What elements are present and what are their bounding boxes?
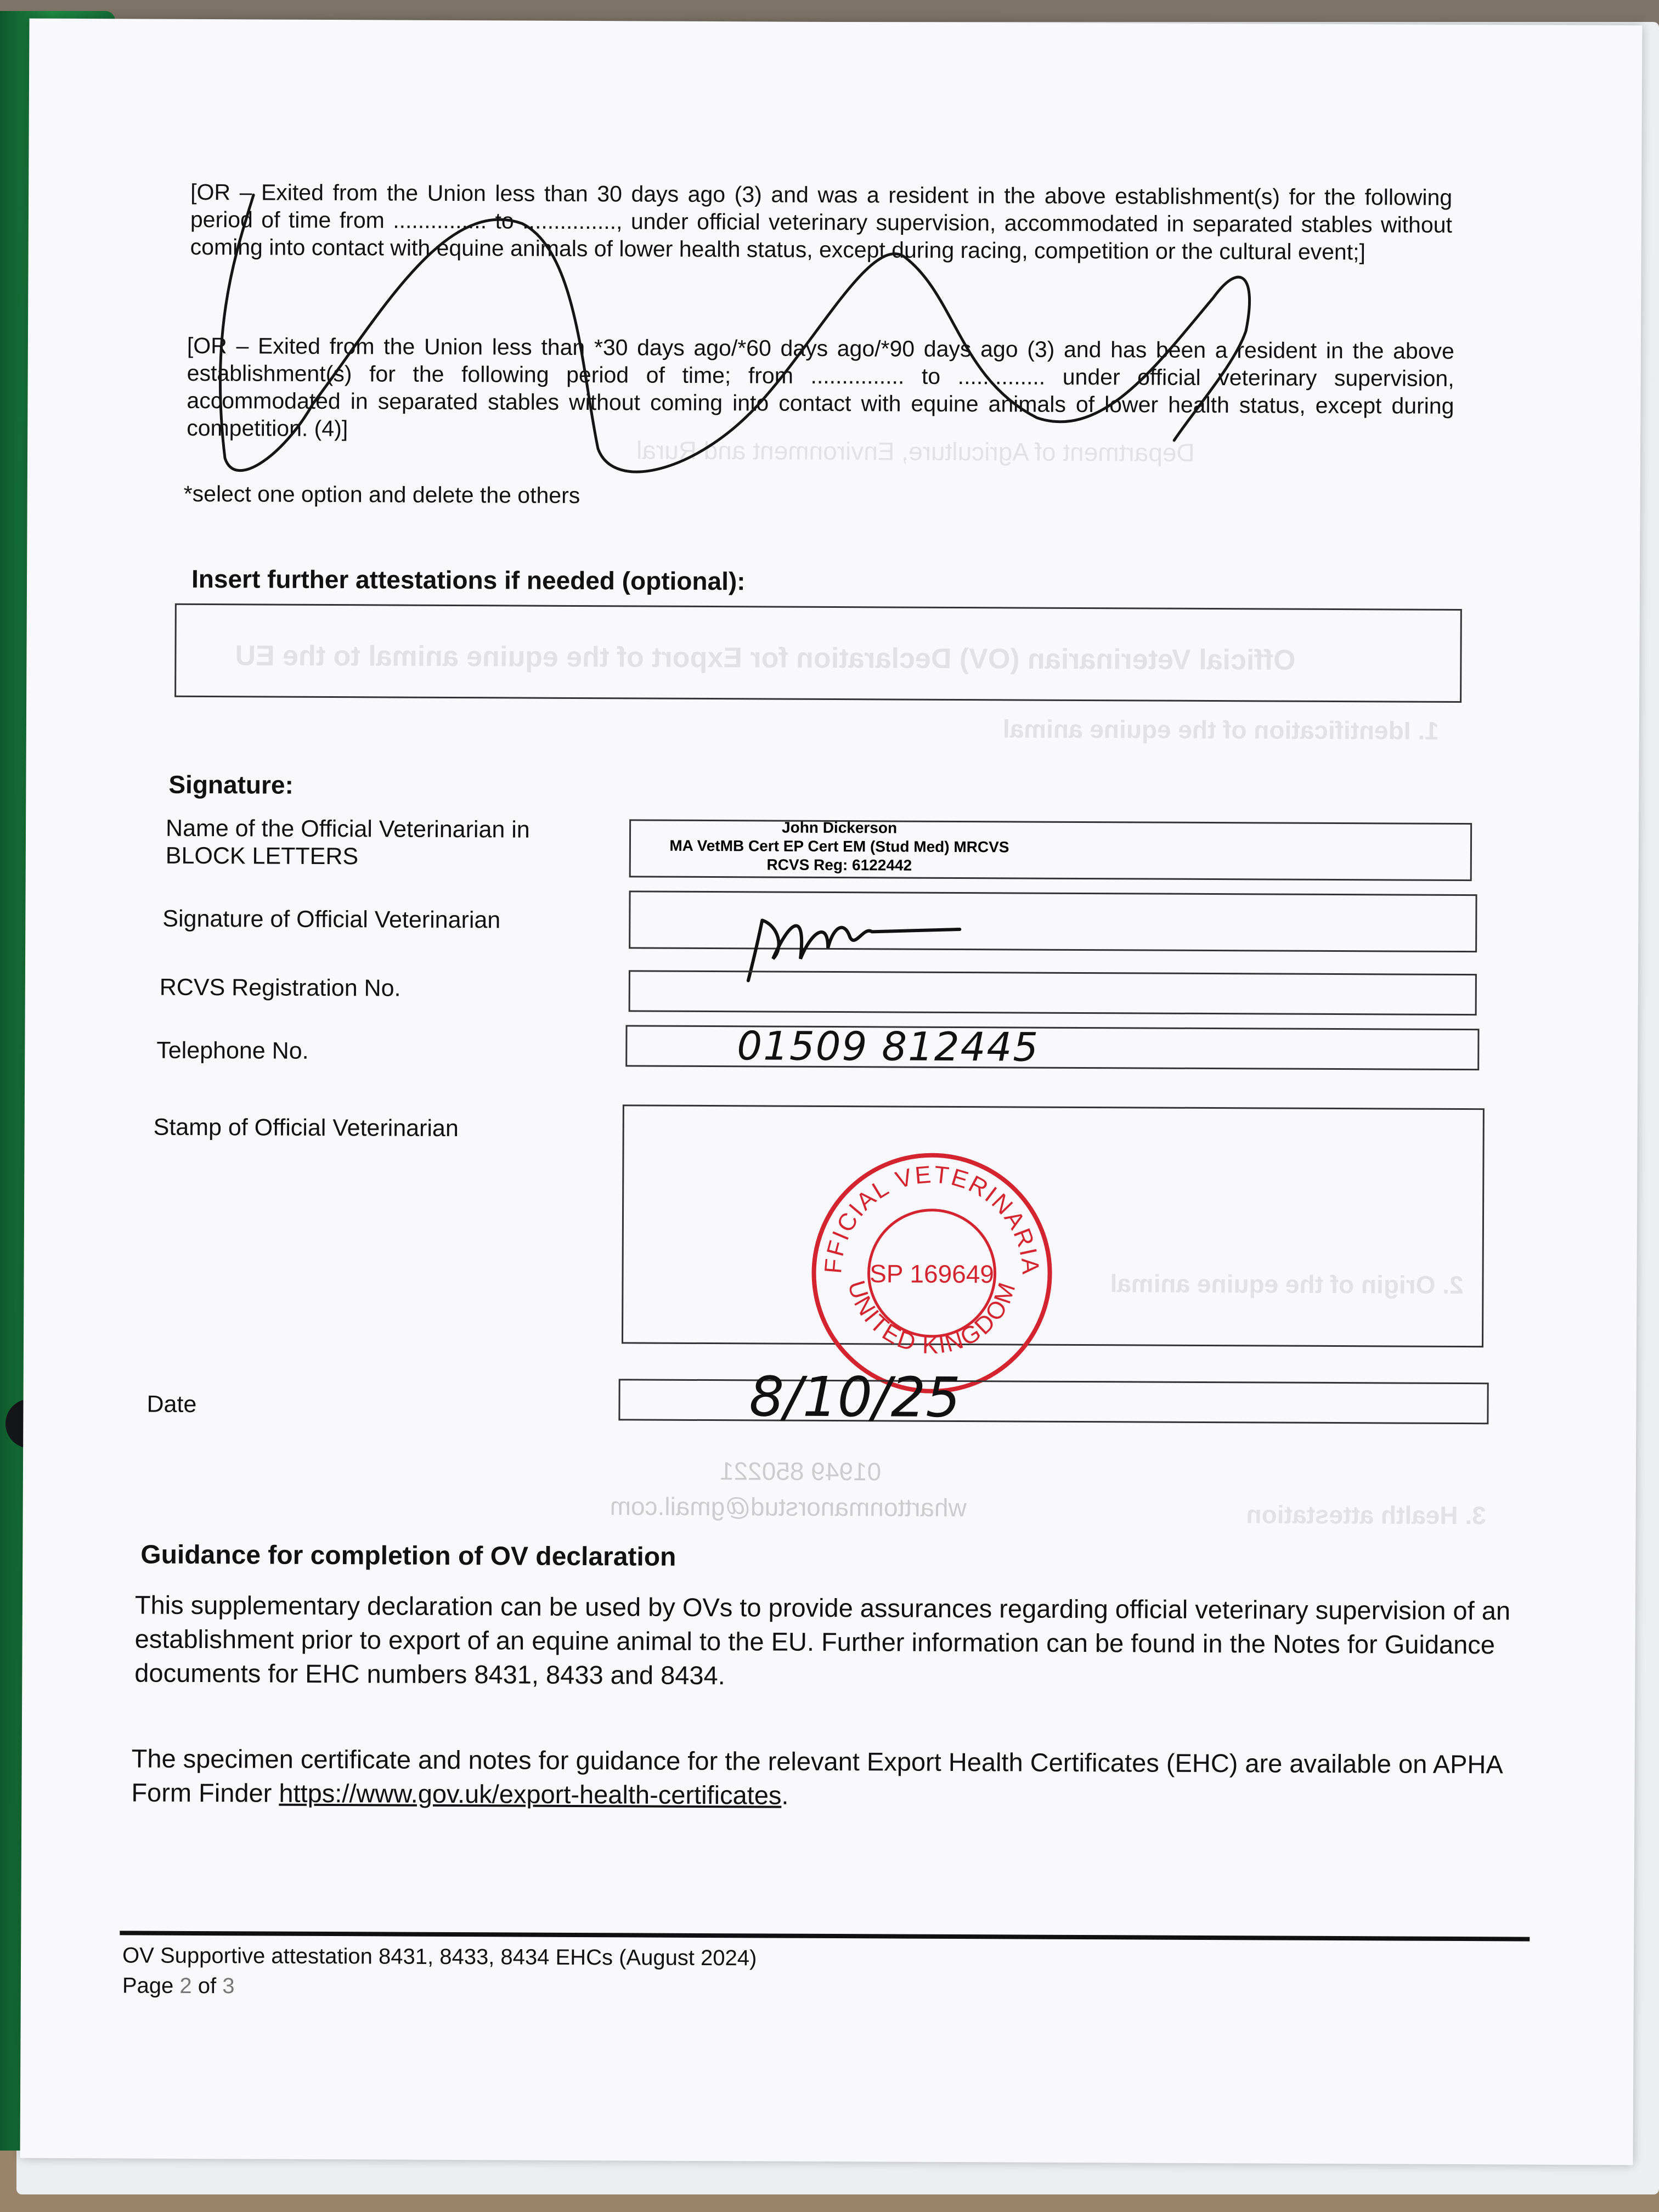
- signature-field[interactable]: [629, 890, 1477, 952]
- stamp-top-text: OFFICIAL VETERINARIAN: [820, 1161, 1045, 1277]
- stamp-bottom-text: UNITED KINGDOM: [842, 1277, 1022, 1359]
- or-30-days-paragraph: [OR – Exited from the Union less than 30 days ago (3) and was a resident in the above establishment(s) for the following period of time from ............... to ..............., under official veterinary supervision, accommodated in separated stables without coming into contact with equine animals of lower health status, except during racing, competition or the cultural event;]: [190, 179, 1453, 265]
- page-mid: of: [191, 1973, 223, 1999]
- footer-rule: [120, 1931, 1530, 1941]
- phone-handwritten: 01509 812445: [737, 1023, 1040, 1070]
- further-attestations-heading: Insert further attestations if needed (optional):: [191, 564, 746, 596]
- name-label: Name of the Official Veterinarian in BLOCK LETTERS: [165, 815, 530, 870]
- phone-label: Telephone No.: [156, 1037, 309, 1064]
- bleed-text: wharttonmanorstud@gmail.com: [610, 1492, 967, 1522]
- bleed-text: Official Veterinarian (OV) Declaration for Export of the equine animal to the EU: [235, 640, 1296, 676]
- date-field[interactable]: [618, 1364, 1488, 1430]
- rcvs-label: RCVS Registration No.: [159, 974, 401, 1002]
- guidance-paragraph-2: [131, 1741, 1536, 1815]
- bleed-text: 2. Origin of the equine animal: [1110, 1269, 1464, 1300]
- page-total: 3: [222, 1974, 235, 1999]
- phone-field[interactable]: [625, 1025, 1479, 1070]
- document-page: [20, 19, 1643, 2165]
- date-handwritten: 8/10/25: [749, 1364, 961, 1430]
- bleed-text: 3. Health attestation: [1246, 1500, 1486, 1530]
- strikethrough-scribble: [27, 19, 1642, 574]
- guidance-paragraph-2-text: The specimen certificate and notes for guidance for the relevant Export Health Certificates (EHC) are available on APHA Form Finder: [131, 1743, 1502, 1808]
- page-current: 2: [179, 1973, 192, 1998]
- guidance-paragraph-1: This supplementary declaration can be used by OVs to provide assurances regarding official veterinary supervision of an establishment prior to export of an equine animal to the EU. Further information can be found in the Notes for Guidance documents for EHC numbers 8431, 8433 and 8434.: [134, 1590, 1511, 1690]
- official-vet-stamp: [808, 1149, 1056, 1397]
- bleed-text: Department of Agriculture, Environment and Rural: [636, 436, 1195, 467]
- select-one-note: *select one option and delete the others: [183, 481, 580, 508]
- bleed-text: 1. Identification of the equine animal: [1002, 714, 1439, 745]
- page-prefix: Page: [122, 1973, 180, 1998]
- or-30-60-90-paragraph: [OR – Exited from the Union less than *30 days ago/*60 days ago/*90 days ago (3) and has been a resident in the above establishment(s) for the following period of time; from ............... to .............. under official veterinary supervision, accommodated in separated stables without coming into contact with equine animals of lower health status, except during competition. (4)]: [187, 332, 1455, 442]
- footer-title: OV Supportive attestation 8431, 8433, 8434 EHCs (August 2024): [122, 1943, 757, 1971]
- vet-qualifications-stamp: MA VetMB Cert EP Cert EM (Stud Med) MRCVS: [669, 837, 1009, 856]
- bleed-text: 01949 850221: [719, 1457, 882, 1486]
- signature-heading: Signature:: [168, 770, 294, 799]
- signature-label: Signature of Official Veterinarian: [162, 905, 501, 934]
- guidance-heading: Guidance for completion of OV declaration: [140, 1540, 676, 1572]
- stamp-center-text: SP 169649: [870, 1259, 995, 1289]
- name-field[interactable]: [629, 819, 1472, 881]
- rcvs-field[interactable]: [629, 970, 1477, 1015]
- vet-name-stamp: John Dickerson: [782, 819, 898, 837]
- footer-page-number: [122, 1972, 235, 2000]
- guidance-paragraph-2-end: .: [781, 1780, 789, 1810]
- export-health-certificates-link[interactable]: https://www.gov.uk/export-health-certificates: [279, 1778, 782, 1810]
- stamp-label: Stamp of Official Veterinarian: [153, 1114, 459, 1142]
- further-attestations-box[interactable]: [174, 603, 1462, 703]
- vet-rcvs-reg-stamp: RCVS Reg: 6122442: [766, 856, 912, 874]
- date-label: Date: [146, 1391, 197, 1418]
